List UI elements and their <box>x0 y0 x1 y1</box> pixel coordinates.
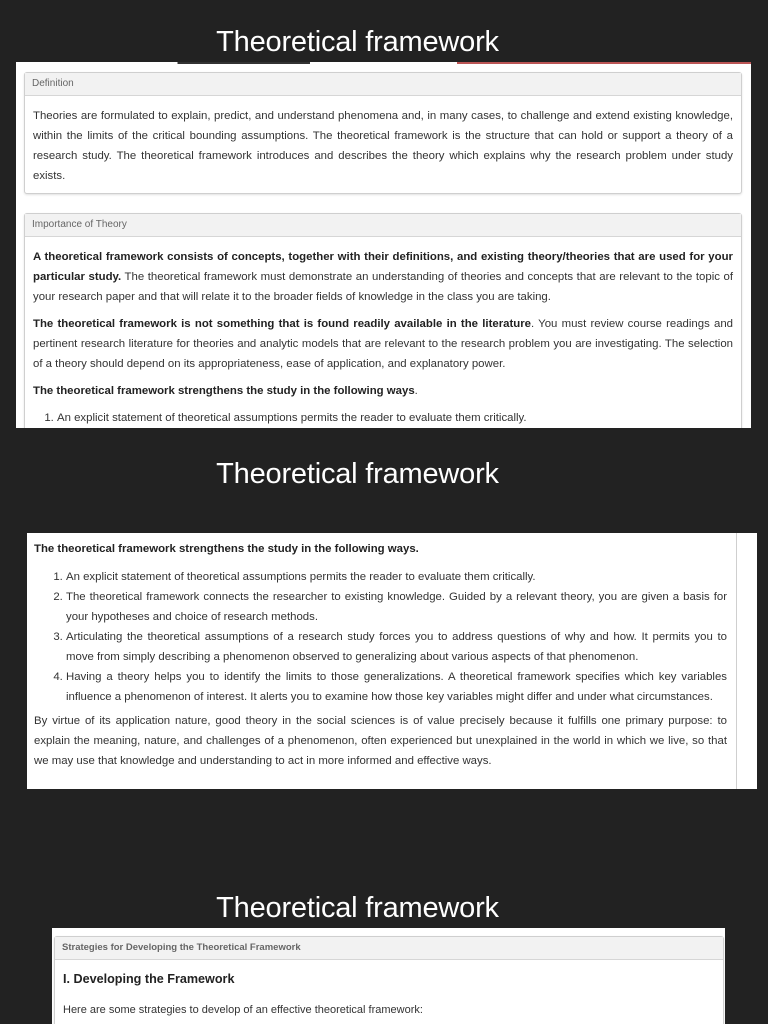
strengthens-item-2: 2. The theoretical framework connects the researcher to existing knowledge. Guided by a relevant theory, you are given a basis for your hypotheses and choice of research methods. <box>66 587 727 627</box>
strategies-panel <box>54 936 724 1024</box>
developing-framework-heading: I. Developing the Framework <box>63 972 235 986</box>
importance-p3-bold: The theoretical framework strengthens the study in the following ways <box>33 385 415 397</box>
scroll-edge-divider <box>736 533 737 789</box>
importance-panel <box>24 213 742 428</box>
strategies-intro: Here are some strategies to develop of an effective theoretical framework: <box>63 1004 423 1016</box>
slide-1-title: Theoretical framework <box>216 26 499 58</box>
slide-3-screenshot <box>52 928 725 1024</box>
top-rule <box>16 62 751 64</box>
slide-2-screenshot <box>27 533 757 789</box>
strengthens-list <box>34 567 727 707</box>
importance-p1-bold: A theoretical framework consists of concepts, together with their definitions, and existing theory/theories that are used for your particular study. <box>33 251 733 283</box>
strengthens-item-4: 4. Having a theory helps you to identify the limits to those generalizations. A theoretical framework specifies which key variables influence a phenomenon of interest. It alerts you to examine how those key variables might differ and under what circumstances. <box>66 667 727 707</box>
definition-panel <box>24 72 742 194</box>
importance-p3-text: . <box>414 385 418 397</box>
definition-text: Theories are formulated to explain, predict, and understand phenomena and, in many cases, to challenge and extend existing knowledge, within the limits of the critical bounding assumptions. The theoretical framework is the structure that can hold or support a theory of a research study. The theoretical framework introduces and describes the theory which explains why the research problem under study exists. <box>33 110 733 182</box>
strengthens-item-1: 1. An explicit statement of theoretical assumptions permits the reader to evaluate them critically. <box>66 567 727 587</box>
importance-p2-bold: The theoretical framework is not something that is found readily available in the literature <box>33 318 531 330</box>
strengthens-lead <box>34 539 727 559</box>
strategies-heading: Strategies for Developing the Theoretical Framework <box>55 937 723 960</box>
strengthens-lead-bold: The theoretical framework strengthens the study in the following ways. <box>34 543 419 555</box>
closing-paragraph: By virtue of its application nature, good theory in the social sciences is of value precisely because it fulfills one primary purpose: to explain the meaning, nature, and challenges of a phenomenon, often experienced but unexplained in the world in which we live, so that we may use that knowledge and understanding to act in more informed and effective ways. <box>34 715 727 767</box>
definition-heading: Definition <box>25 73 741 96</box>
slide-2-title: Theoretical framework <box>216 458 499 490</box>
strengthens-item-3: 3. Articulating the theoretical assumptions of a research study forces you to address questions of why and how. It permits you to move from simply describing a phenomenon observed to generalizing about various aspects of that phenomenon. <box>66 627 727 667</box>
importance-paragraph-3 <box>33 381 733 401</box>
slide-1-screenshot <box>16 62 751 428</box>
importance-paragraph-2 <box>33 314 733 374</box>
importance-p2-text: . You must review course readings and pertinent research literature for theories and analytic models that are relevant to the research problem you are investigating. The selection of a theory should depend on its appropriateness, ease of application, and explanatory power. <box>33 318 733 370</box>
importance-list-item-1: 1. An explicit statement of theoretical assumptions permits the reader to evaluate them critically. <box>57 408 733 428</box>
importance-heading: Importance of Theory <box>25 214 741 237</box>
importance-p1-text: The theoretical framework must demonstrate an understanding of theories and concepts that are relevant to the topic of your research paper and that will relate it to the broader fields of knowledge in the class you are taking. <box>33 271 733 303</box>
slide-3-title: Theoretical framework <box>216 892 499 924</box>
importance-paragraph-1 <box>33 247 733 307</box>
